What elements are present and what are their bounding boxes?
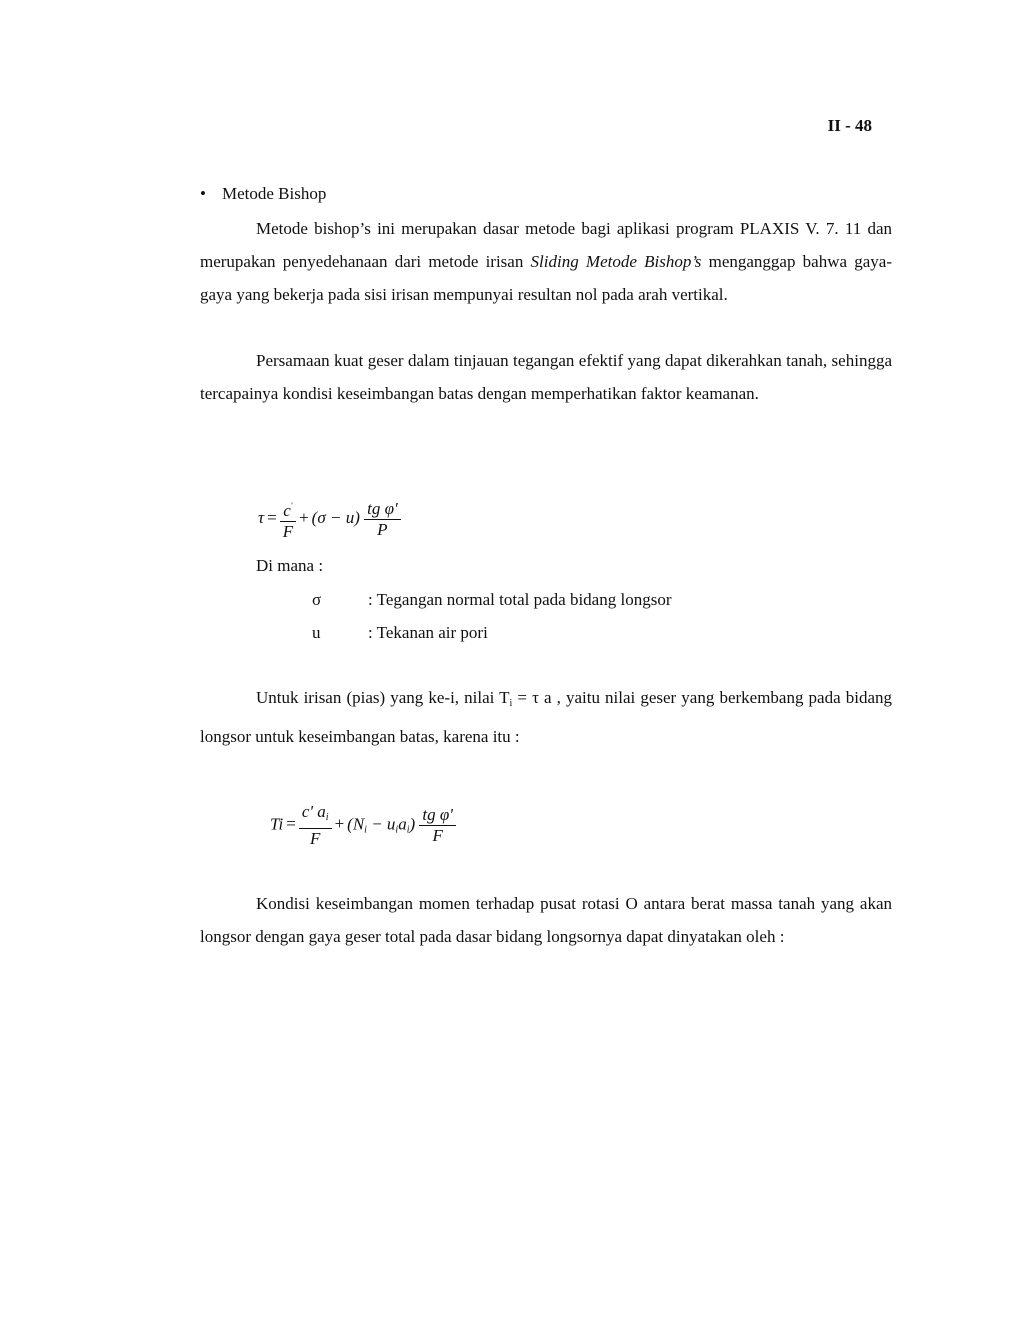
legend-symbol: u [312, 623, 321, 642]
p3-sub: i [509, 698, 513, 709]
p1-text-b: menganggap bahwa gaya-gaya yang bekerja pada sisi irisan mempunyai resultan nol pada arah vertikal. [200, 252, 892, 304]
formula2-plus: + [334, 814, 345, 834]
paragraph-moment-equilibrium [200, 887, 892, 953]
formula1-den2: P [377, 519, 388, 539]
formula2-u-sub: i [395, 824, 399, 836]
paragraph-bishop-intro [200, 212, 892, 311]
legend-desc: : Tegangan normal total pada bidang longsor [368, 590, 672, 609]
formula2-num1: c' a [301, 802, 326, 821]
formula1-frac1 [280, 496, 296, 542]
page-number: II - 48 [827, 116, 872, 135]
paragraph-shear-strength [200, 344, 892, 410]
formula1-frac2 [364, 499, 401, 540]
formula2-eq: = [286, 814, 296, 834]
formula2-paren-close: ) [409, 814, 416, 834]
legend-symbol: σ [312, 590, 322, 609]
formula1-plus: + [299, 507, 309, 527]
formula2-num1-sub: i [325, 812, 329, 823]
formula2-frac2 [419, 805, 456, 846]
formula1-eq: = [267, 507, 277, 527]
p4-text: Kondisi keseimbangan momen terhadap pusat rotasi O antara berat massa tanah yang akan longsor dengan gaya geser total pada dasar bidang longsornya dapat dinyatakan oleh : [200, 894, 892, 946]
section-heading [200, 184, 892, 204]
formula2-paren-open: (N [347, 814, 365, 834]
section-title: Metode Bishop [222, 184, 327, 203]
formula1-paren: (σ − u) [311, 507, 360, 527]
p1-text-italic: Sliding Metode Bishop’s [530, 252, 702, 271]
formula-slice-shear [270, 802, 456, 849]
p1-text-a: Metode bishop’s ini merupakan dasar metode bagi aplikasi program PLAXIS V. 7. 11 dan merupakan penyedehanaan dari metode irisan [200, 219, 892, 271]
legend-item-sigma [312, 583, 812, 616]
formula1-prime: ' [290, 501, 293, 510]
p3-text-b: = τ a , yaitu nilai geser yang berkembang pada bidang longsor untuk keseimbangan batas, karena itu : [200, 688, 892, 746]
formula2-den2: F [432, 826, 443, 845]
formula2-a: a [398, 814, 407, 834]
bullet-icon: • [200, 184, 206, 203]
legend-item-u [312, 616, 812, 649]
formula1-num1: c [283, 501, 291, 520]
formula1-den1: F [282, 522, 294, 541]
formula2-den1: F [310, 829, 321, 848]
formula2-n-sub: i [364, 824, 367, 836]
dimana-label: Di mana : [256, 556, 324, 575]
p3-text-a: Untuk irisan (pias) yang ke-i, nilai T [256, 688, 510, 707]
formula-shear-stress [258, 496, 401, 542]
formula1-num2: tg φ' [364, 499, 401, 520]
formula2-a-sub: i [406, 824, 410, 836]
legend-desc: : Tekanan air pori [368, 623, 488, 642]
p2-text: Persamaan kuat geser dalam tinjauan tegangan efektif yang dapat dikerahkan tanah, sehingga tercapainya kondisi keseimbangan batas dengan memperhatikan faktor keamanan. [200, 351, 892, 403]
formula2-num2: tg φ' [419, 805, 456, 826]
paragraph-slice-shear [200, 681, 892, 753]
formula2-lhs: Ti [270, 814, 284, 834]
formula2-frac1 [299, 802, 332, 849]
formula1-lhs: τ [258, 507, 265, 527]
formula2-minus: − u [366, 814, 396, 834]
